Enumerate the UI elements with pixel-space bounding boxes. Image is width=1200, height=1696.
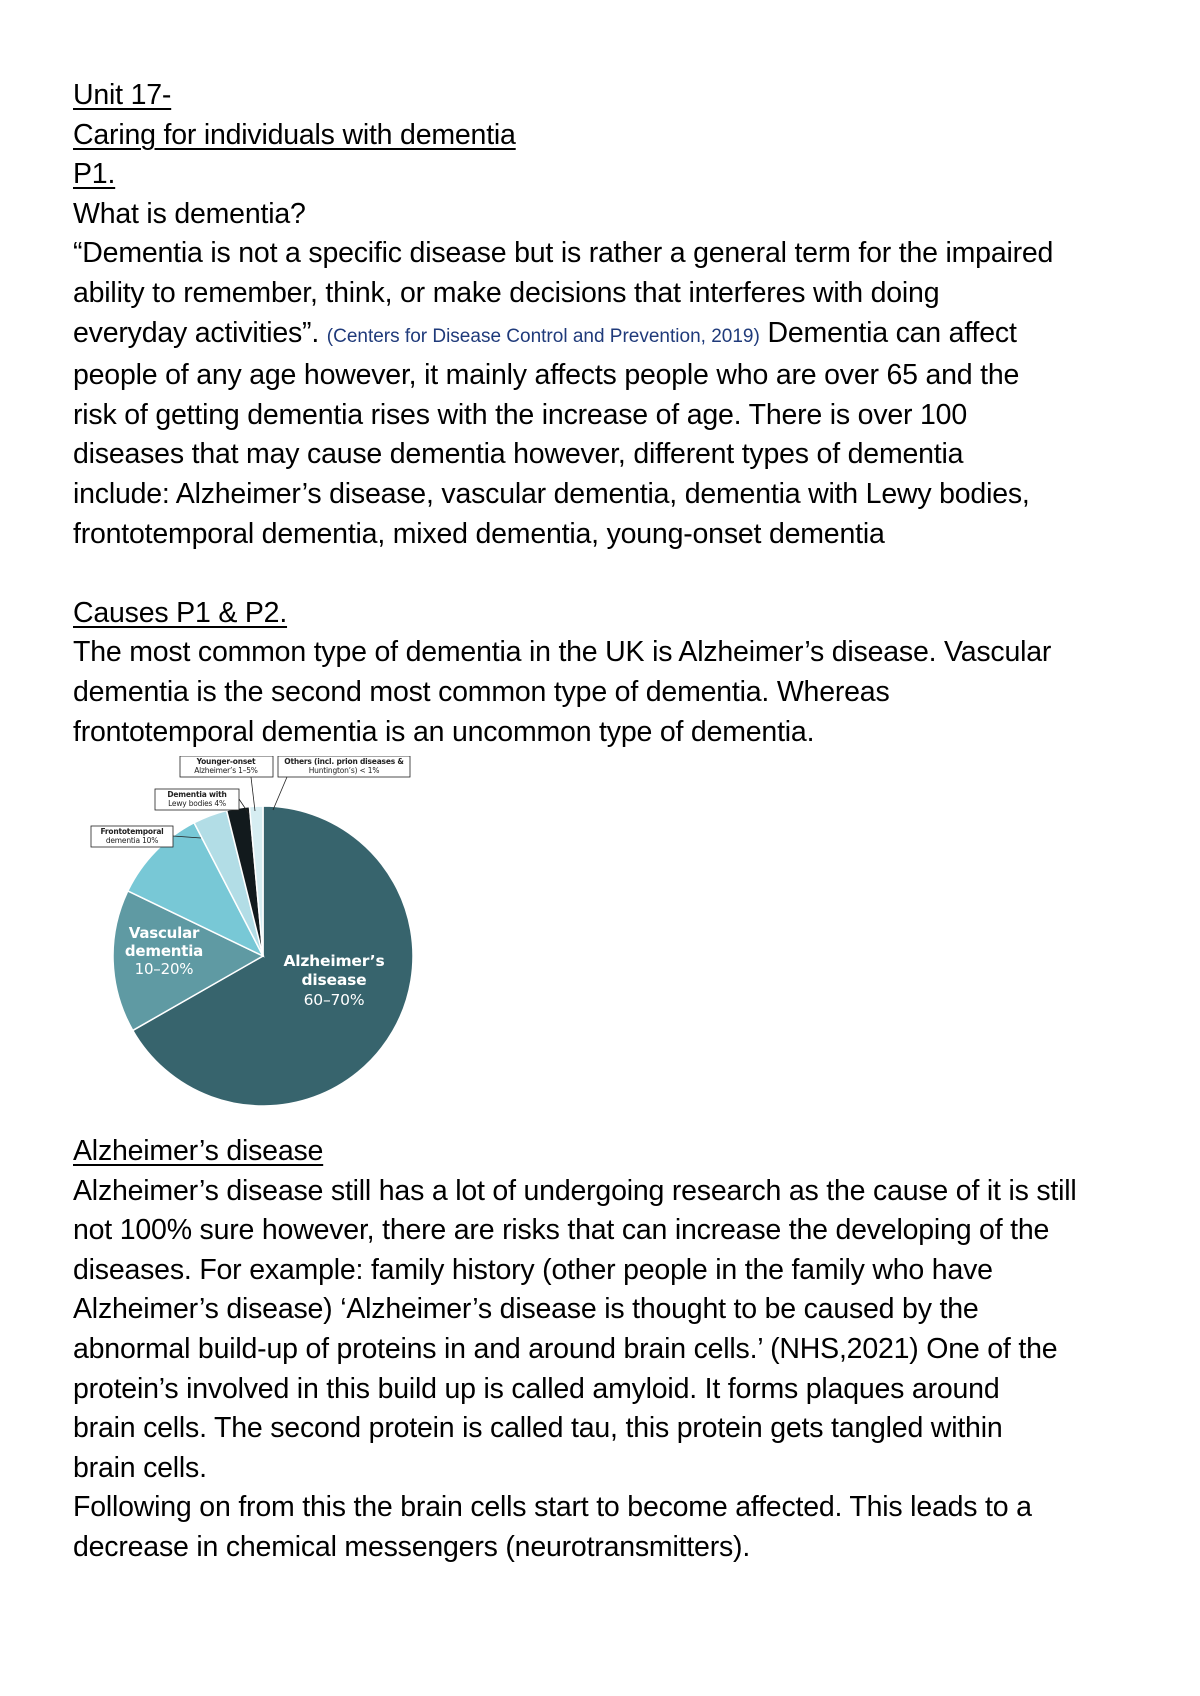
alzheimers-line: Following on from this the brain cells start to become affected. This leads to a — [73, 1491, 1032, 1524]
alzheimers-line: brain cells. The second protein is called tau, this protein gets tangled within — [73, 1412, 1003, 1445]
unit-heading: Unit 17- — [73, 79, 172, 111]
vascular-label-line2: dementia — [124, 942, 204, 961]
alzheimers-line: brain cells. — [73, 1451, 207, 1484]
leader-line-others — [273, 777, 287, 810]
intro-line: “Dementia is not a specific disease but is rather a general term for the impaired — [73, 237, 1054, 270]
alzheimers-label-line2: disease — [301, 971, 367, 990]
callout-others-line2: Huntington’s) < 1% — [308, 766, 380, 776]
intro-line: diseases that may cause dementia however, different types of dementia — [73, 438, 964, 471]
alzheimers-label-line1: Alzheimer’s — [283, 952, 385, 971]
causes-line: frontotemporal dementia is an uncommon type of dementia. — [73, 715, 815, 748]
dementia-types-pie-chart — [83, 756, 483, 1126]
criterion-heading: P1. — [73, 158, 116, 191]
alzheimers-line: not 100% sure however, there are risks that can increase the developing of the — [73, 1214, 1050, 1247]
intro-line: risk of getting dementia rises with the increase of age. There is over 100 — [73, 398, 967, 431]
alzheimers-line: decrease in chemical messengers (neurotransmitters). — [73, 1531, 751, 1564]
callout-younger-onset-line1: Younger-onset — [196, 757, 256, 767]
alzheimers-line: diseases. For example: family history (other people in the family who have — [73, 1253, 993, 1286]
intro-line-start: everyday activities”. — [73, 316, 327, 349]
intro-line: frontotemporal dementia, mixed dementia, young-onset dementia — [73, 517, 885, 550]
callout-lewy-line2: Lewy bodies 4% — [168, 799, 226, 809]
callout-frontotemporal-line2: dementia 10% — [105, 836, 159, 846]
alzheimers-label-value: 60–70% — [303, 991, 365, 1010]
intro-line: ability to remember, think, or make decisions that interferes with doing — [73, 276, 940, 309]
intro-line-end: Dementia can affect — [759, 316, 1017, 349]
vascular-label-line1: Vascular — [128, 924, 200, 943]
alzheimers-line: Alzheimer’s disease still has a lot of undergoing research as the cause of it is still — [73, 1174, 1077, 1207]
alzheimers-line: protein’s involved in this build up is called amyloid. It forms plaques around — [73, 1372, 1000, 1405]
causes-heading: Causes P1 & P2. — [73, 596, 288, 629]
callout-younger-onset-line2: Alzheimer’s 1–5% — [194, 766, 258, 776]
paragraph-gap — [73, 554, 1143, 594]
alzheimers-line: abnormal build-up of proteins in and around brain cells.’ (NHS,2021) One of the — [73, 1333, 1058, 1366]
intro-line: people of any age however, it mainly affects people who are over 65 and the — [73, 359, 1020, 392]
document-page — [73, 76, 1143, 1568]
document-title: Caring for individuals with dementia — [73, 118, 516, 151]
intro-question: What is dementia? — [73, 197, 306, 230]
alzheimers-heading: Alzheimer’s disease — [73, 1135, 324, 1168]
intro-line: include: Alzheimer’s disease, vascular dementia, dementia with Lewy bodies, — [73, 477, 1030, 510]
callout-lewy-line1: Dementia with — [167, 790, 227, 800]
citation: (Centers for Disease Control and Prevention, 2019) — [326, 325, 760, 347]
callout-frontotemporal-line1: Frontotemporal — [100, 827, 164, 837]
intro-line — [73, 314, 1143, 357]
vascular-label-value: 10–20% — [134, 960, 194, 979]
causes-line: The most common type of dementia in the UK is Alzheimer’s disease. Vascular — [73, 636, 1052, 669]
causes-line: dementia is the second most common type of dementia. Whereas — [73, 675, 890, 708]
callout-others-line1: Others (incl. prion diseases & — [284, 757, 404, 767]
alzheimers-line: Alzheimer’s disease) ‘Alzheimer’s disease is thought to be caused by the — [73, 1293, 979, 1326]
pie-chart-svg — [83, 756, 483, 1126]
